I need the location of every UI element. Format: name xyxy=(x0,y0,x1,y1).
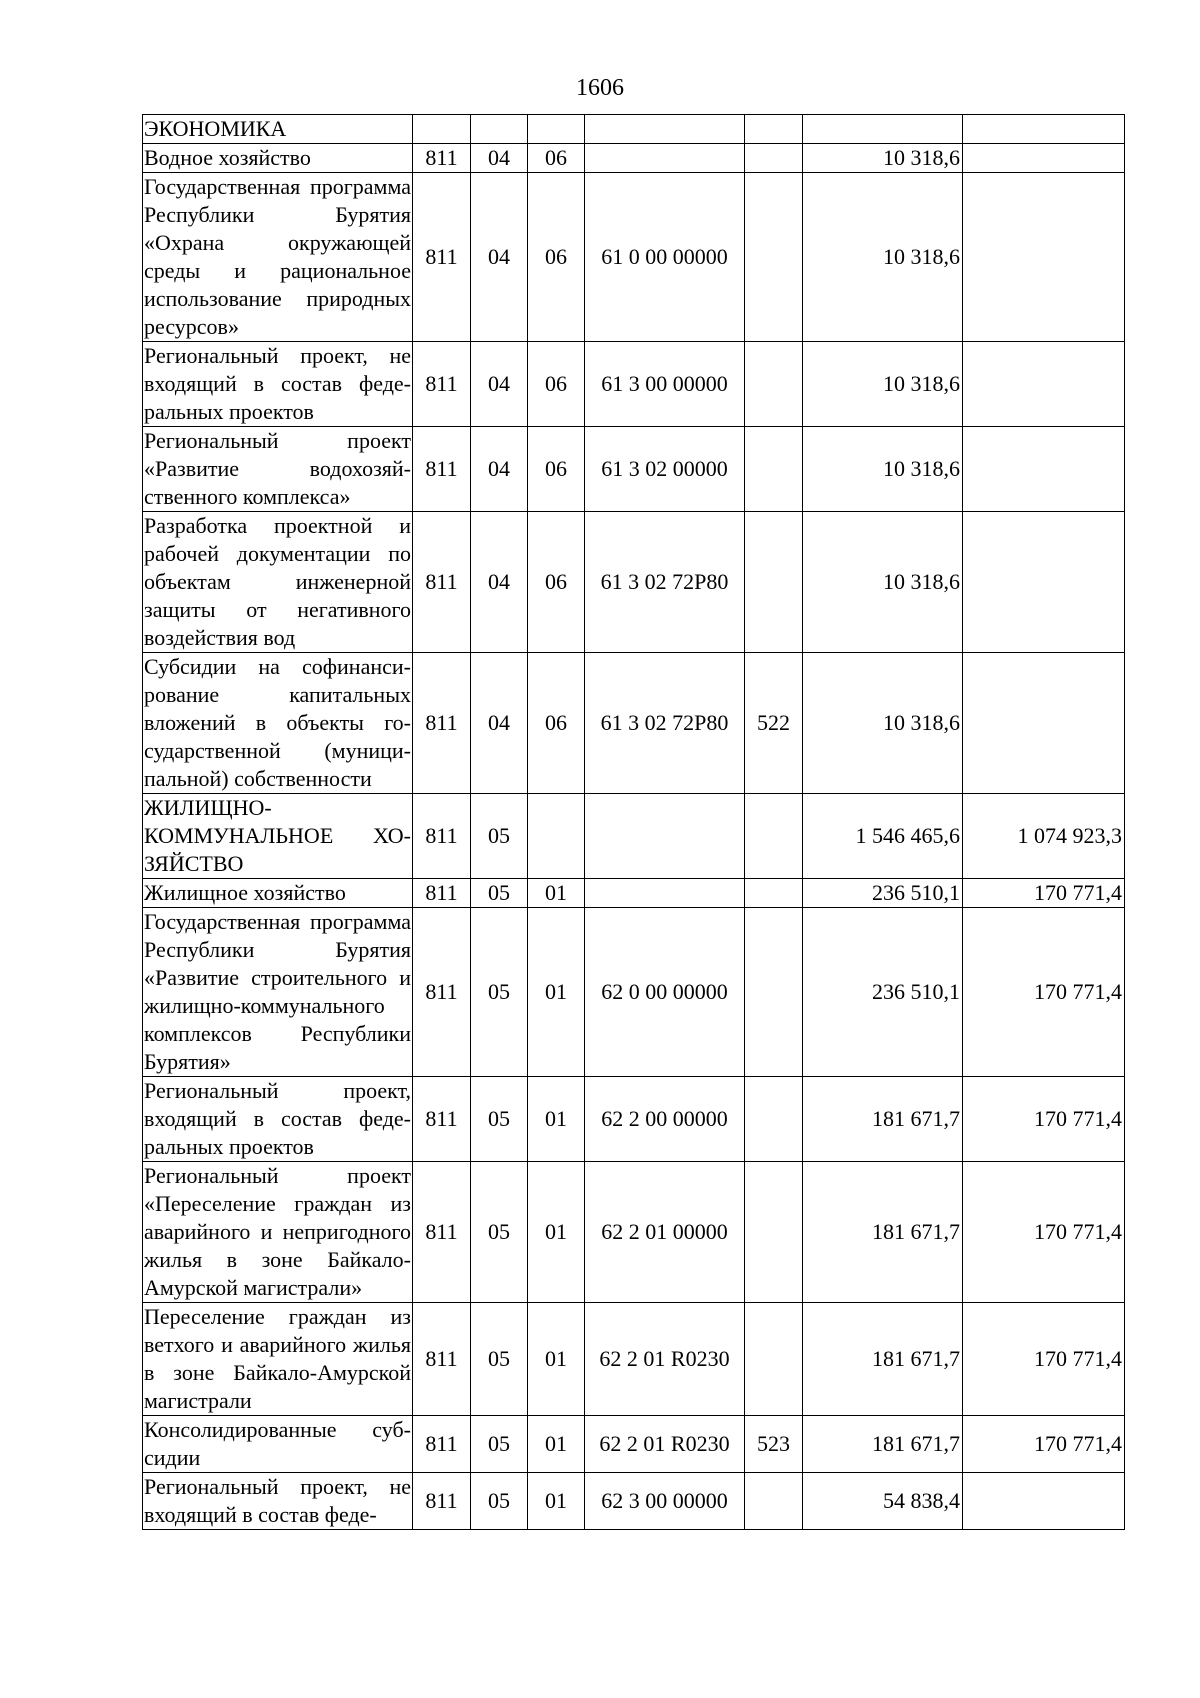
page-number: 1606 xyxy=(576,75,624,101)
row-amount-2-cell xyxy=(963,653,1125,794)
row-target-article-cell xyxy=(585,794,745,879)
row-amount-1-cell: 1 546 465,6 xyxy=(803,794,963,879)
row-name-cell: Субсидии на софинансирование капитальных вложений в объекты государственной (муниципальной) собственности xyxy=(143,653,413,794)
row-amount-2-cell xyxy=(963,427,1125,512)
row-name-cell: Государственная программа Республики Бурятия «Охрана окружающей среды и рациональное использование природных ресурсов» xyxy=(143,173,413,342)
row-gr-code-cell: 811 xyxy=(413,342,471,427)
row-expense-type-cell xyxy=(745,794,803,879)
row-target-article-cell xyxy=(585,879,745,908)
row-gr-code-cell: 811 xyxy=(413,908,471,1077)
row-target-article-cell: 61 3 02 72Р80 xyxy=(585,653,745,794)
row-subsection-cell: 06 xyxy=(528,173,585,342)
row-target-article-cell: 62 0 00 00000 xyxy=(585,908,745,1077)
budget-table-body xyxy=(143,115,1125,1530)
row-name-cell: Региональный проект «Переселение граждан из аварийного и непригодного жилья в зоне Байкало-Амурской магистрали» xyxy=(143,1162,413,1303)
table-row xyxy=(143,342,1125,427)
row-amount-2-cell xyxy=(963,173,1125,342)
row-expense-type-cell xyxy=(745,173,803,342)
row-subsection-cell xyxy=(528,794,585,879)
row-target-article-cell: 62 2 00 00000 xyxy=(585,1077,745,1162)
row-section-cell: 04 xyxy=(471,512,528,653)
table-row xyxy=(143,653,1125,794)
row-section-cell xyxy=(471,115,528,144)
row-section-cell: 05 xyxy=(471,1303,528,1416)
row-subsection-cell: 01 xyxy=(528,879,585,908)
row-amount-2-cell: 170 771,4 xyxy=(963,908,1125,1077)
table-row xyxy=(143,512,1125,653)
row-amount-1-cell: 10 318,6 xyxy=(803,427,963,512)
row-name-cell: Региональный проект «Развитие водохозяйственного комплекса» xyxy=(143,427,413,512)
row-amount-2-cell xyxy=(963,144,1125,173)
row-subsection-cell: 06 xyxy=(528,427,585,512)
row-amount-1-cell: 181 671,7 xyxy=(803,1416,963,1473)
row-amount-2-cell xyxy=(963,512,1125,653)
row-subsection-cell: 06 xyxy=(528,653,585,794)
row-gr-code-cell: 811 xyxy=(413,173,471,342)
row-gr-code-cell: 811 xyxy=(413,1416,471,1473)
table-row xyxy=(143,1162,1125,1303)
row-expense-type-cell xyxy=(745,342,803,427)
row-amount-2-cell: 170 771,4 xyxy=(963,1303,1125,1416)
table-row xyxy=(143,879,1125,908)
table-row xyxy=(143,794,1125,879)
row-subsection-cell: 06 xyxy=(528,144,585,173)
row-name-cell: Жилищное хозяйство xyxy=(143,879,413,908)
row-subsection-cell: 01 xyxy=(528,1077,585,1162)
row-gr-code-cell: 811 xyxy=(413,653,471,794)
table-row xyxy=(143,144,1125,173)
row-amount-2-cell xyxy=(963,115,1125,144)
row-target-article-cell: 61 3 02 72Р80 xyxy=(585,512,745,653)
row-gr-code-cell: 811 xyxy=(413,879,471,908)
row-name-cell: Региональный проект, не входящий в состав федеральных проектов xyxy=(143,342,413,427)
row-target-article-cell: 62 3 00 00000 xyxy=(585,1473,745,1530)
row-target-article-cell xyxy=(585,115,745,144)
table-row xyxy=(143,427,1125,512)
row-amount-2-cell: 170 771,4 xyxy=(963,1416,1125,1473)
row-target-article-cell: 61 3 02 00000 xyxy=(585,427,745,512)
row-section-cell: 04 xyxy=(471,653,528,794)
row-amount-1-cell: 10 318,6 xyxy=(803,144,963,173)
row-subsection-cell: 01 xyxy=(528,1416,585,1473)
row-section-cell: 05 xyxy=(471,1077,528,1162)
row-gr-code-cell: 811 xyxy=(413,427,471,512)
row-amount-1-cell: 236 510,1 xyxy=(803,879,963,908)
row-amount-2-cell: 170 771,4 xyxy=(963,1077,1125,1162)
row-expense-type-cell: 522 xyxy=(745,653,803,794)
row-name-cell: Переселение граждан из ветхого и аварийного жилья в зоне Байкало-Амурской магистрали xyxy=(143,1303,413,1416)
row-target-article-cell xyxy=(585,144,745,173)
row-amount-1-cell: 10 318,6 xyxy=(803,342,963,427)
table-row xyxy=(143,173,1125,342)
row-amount-1-cell: 236 510,1 xyxy=(803,908,963,1077)
row-expense-type-cell xyxy=(745,115,803,144)
row-gr-code-cell: 811 xyxy=(413,1162,471,1303)
row-amount-1-cell: 10 318,6 xyxy=(803,512,963,653)
row-gr-code-cell: 811 xyxy=(413,1473,471,1530)
row-target-article-cell: 61 3 00 00000 xyxy=(585,342,745,427)
budget-table xyxy=(142,114,1125,1530)
row-expense-type-cell: 523 xyxy=(745,1416,803,1473)
row-amount-2-cell: 170 771,4 xyxy=(963,879,1125,908)
row-gr-code-cell: 811 xyxy=(413,794,471,879)
row-expense-type-cell xyxy=(745,1303,803,1416)
row-subsection-cell: 01 xyxy=(528,1473,585,1530)
row-subsection-cell: 06 xyxy=(528,512,585,653)
row-name-cell: ЭКОНОМИКА xyxy=(143,115,413,144)
row-expense-type-cell xyxy=(745,1473,803,1530)
row-subsection-cell: 01 xyxy=(528,1162,585,1303)
row-target-article-cell: 62 2 01 00000 xyxy=(585,1162,745,1303)
table-row xyxy=(143,1473,1125,1530)
row-section-cell: 05 xyxy=(471,908,528,1077)
row-section-cell: 05 xyxy=(471,1473,528,1530)
row-name-cell: Разработка проектной и рабочей документации по объектам инженерной защиты от негативного воздействия вод xyxy=(143,512,413,653)
row-target-article-cell: 61 0 00 00000 xyxy=(585,173,745,342)
row-section-cell: 05 xyxy=(471,1416,528,1473)
row-gr-code-cell: 811 xyxy=(413,144,471,173)
row-gr-code-cell: 811 xyxy=(413,512,471,653)
row-name-cell: Региональный проект, входящий в состав федеральных проектов xyxy=(143,1077,413,1162)
row-name-cell: Государственная программа Республики Бурятия «Развитие строительного и жилищно-коммунального комплексов Республики Бурятия» xyxy=(143,908,413,1077)
row-section-cell: 05 xyxy=(471,1162,528,1303)
row-expense-type-cell xyxy=(745,1077,803,1162)
row-amount-1-cell: 181 671,7 xyxy=(803,1303,963,1416)
row-gr-code-cell xyxy=(413,115,471,144)
row-section-cell: 04 xyxy=(471,173,528,342)
table-row xyxy=(143,1077,1125,1162)
row-gr-code-cell: 811 xyxy=(413,1303,471,1416)
row-amount-1-cell: 181 671,7 xyxy=(803,1077,963,1162)
table-row xyxy=(143,1303,1125,1416)
row-amount-2-cell: 170 771,4 xyxy=(963,1162,1125,1303)
row-name-cell: ЖИЛИЩНО-КОММУНАЛЬНОЕ ХОЗЯЙСТВО xyxy=(143,794,413,879)
row-name-cell: Водное хозяйство xyxy=(143,144,413,173)
table-row xyxy=(143,908,1125,1077)
row-section-cell: 04 xyxy=(471,427,528,512)
row-expense-type-cell xyxy=(745,427,803,512)
row-amount-2-cell xyxy=(963,1473,1125,1530)
row-subsection-cell: 01 xyxy=(528,1303,585,1416)
row-section-cell: 05 xyxy=(471,879,528,908)
row-expense-type-cell xyxy=(745,908,803,1077)
row-name-cell: Консолидированные субсидии xyxy=(143,1416,413,1473)
row-amount-1-cell: 10 318,6 xyxy=(803,653,963,794)
row-subsection-cell xyxy=(528,115,585,144)
row-amount-1-cell: 10 318,6 xyxy=(803,173,963,342)
row-expense-type-cell xyxy=(745,144,803,173)
row-amount-1-cell: 181 671,7 xyxy=(803,1162,963,1303)
row-section-cell: 04 xyxy=(471,342,528,427)
row-expense-type-cell xyxy=(745,512,803,653)
row-section-cell: 04 xyxy=(471,144,528,173)
row-name-cell: Региональный проект, не входящий в состав феде- xyxy=(143,1473,413,1530)
row-subsection-cell: 06 xyxy=(528,342,585,427)
table-row xyxy=(143,1416,1125,1473)
row-subsection-cell: 01 xyxy=(528,908,585,1077)
row-section-cell: 05 xyxy=(471,794,528,879)
row-target-article-cell: 62 2 01 R0230 xyxy=(585,1303,745,1416)
row-amount-1-cell xyxy=(803,115,963,144)
row-target-article-cell: 62 2 01 R0230 xyxy=(585,1416,745,1473)
row-expense-type-cell xyxy=(745,1162,803,1303)
row-gr-code-cell: 811 xyxy=(413,1077,471,1162)
row-amount-2-cell xyxy=(963,342,1125,427)
row-amount-2-cell: 1 074 923,3 xyxy=(963,794,1125,879)
row-amount-1-cell: 54 838,4 xyxy=(803,1473,963,1530)
table-row xyxy=(143,115,1125,144)
row-expense-type-cell xyxy=(745,879,803,908)
